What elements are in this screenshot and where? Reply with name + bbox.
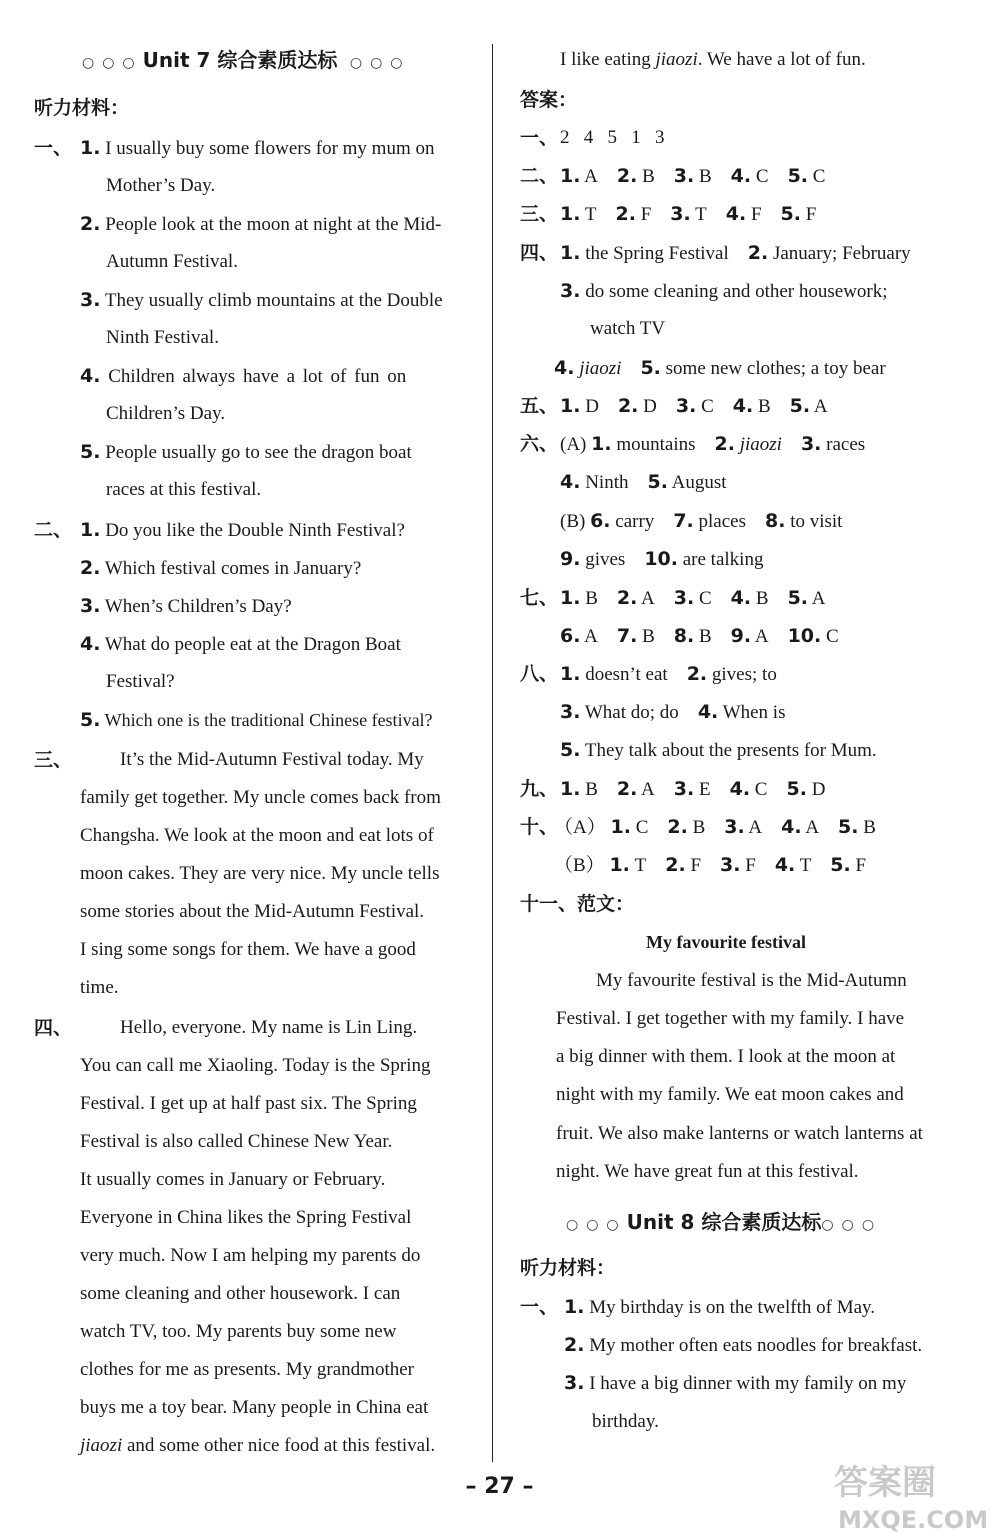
list-item: 3. I have a big dinner with my family on my <box>564 1372 907 1394</box>
decor-dots-right: ○○○ <box>337 55 411 71</box>
list-item: 1. I usually buy some flowers for my mum on <box>80 137 435 159</box>
listening-heading: 听力材料： <box>34 97 130 119</box>
paragraph-line: very much. Now I am helping my parents do <box>80 1245 421 1266</box>
section-label: 六、 <box>520 433 559 455</box>
paragraph-line: I sing some songs for them. We have a good <box>80 939 416 960</box>
answer-row: 4. jiaozi 5. some new clothes; a toy bear <box>554 357 886 379</box>
answer-row: （B） 1. T 2. F 3. F 4. T 5. F <box>554 854 867 876</box>
watermark-text-top: 答案圈 <box>834 1463 936 1503</box>
answer-row: 6. A 7. B 8. B 9. A 10. C <box>560 625 839 647</box>
column-divider <box>492 44 493 1462</box>
answer-row: 3. What do; do 4. When is <box>560 701 786 723</box>
section-label: 一、 <box>34 137 73 159</box>
page-number: – 27 – <box>465 1474 534 1499</box>
decor-dots-left: ○○○ <box>566 1217 627 1233</box>
paragraph-line: time. <box>80 977 119 998</box>
answer-row: (A) 1. mountains 2. jiaozi 3. races <box>560 433 866 455</box>
answer-row: 5. They talk about the presents for Mum. <box>560 739 877 761</box>
paragraph-line: some cleaning and other housework. I can <box>80 1283 401 1304</box>
list-item-cont: Ninth Festival. <box>106 327 219 348</box>
listening-heading: 听力材料： <box>520 1257 616 1279</box>
list-item: 5. People usually go to see the dragon boat <box>80 441 412 463</box>
list-item: 2. My mother often eats noodles for breakfast. <box>564 1334 923 1356</box>
paragraph-line: Festival. I get up at half past six. The Spring <box>80 1093 417 1114</box>
paragraph-line: Festival. I get together with my family. I have <box>556 1008 905 1029</box>
list-item: 1. My birthday is on the twelfth of May. <box>564 1296 876 1318</box>
answer-row: 1. doesn’t eat 2. gives; to <box>560 663 777 685</box>
paragraph-line: My favourite festival is the Mid-Autumn <box>596 970 907 991</box>
section-label: 八、 <box>520 663 559 685</box>
unit7-title: Unit 7 综合素质达标 <box>142 48 338 72</box>
section-label: 三、 <box>34 749 73 771</box>
list-item-cont: races at this festival. <box>106 479 262 500</box>
section-label: 九、 <box>520 778 559 800</box>
answer-row: 1. A 2. B 3. B 4. C 5. C <box>560 165 826 187</box>
answer-row: 1. D 2. D 3. C 4. B 5. A <box>560 395 828 417</box>
unit8-title: Unit 8 综合素质达标 <box>626 1210 822 1234</box>
answer-row: 1. the Spring Festival 2. January; February <box>560 242 911 264</box>
list-item: 1. Do you like the Double Ninth Festival? <box>80 519 405 541</box>
list-item: 3. When’s Children’s Day? <box>80 595 292 617</box>
paragraph-line: Festival is also called Chinese New Year. <box>80 1131 393 1152</box>
section-label: 四、 <box>520 242 559 264</box>
paragraph-line: You can call me Xiaoling. Today is the Spring <box>80 1055 431 1076</box>
paragraph-line: Everyone in China likes the Spring Festival <box>80 1207 412 1228</box>
answer-row: 3. do some cleaning and other housework; <box>560 280 888 302</box>
section-label: 二、 <box>520 165 559 187</box>
list-item: 5. Which one is the traditional Chinese festival? <box>80 709 433 731</box>
paragraph-line: night with my family. We eat moon cakes and <box>556 1084 904 1105</box>
watermark-text-bottom: MXQE.COM <box>838 1506 989 1534</box>
section-label: 五、 <box>520 395 559 417</box>
section-label: 二、 <box>34 519 73 541</box>
section-label: 十一、范文： <box>520 893 635 915</box>
answer-row: 1. B 2. A 3. C 4. B 5. A <box>560 587 826 609</box>
paragraph-line: It’s the Mid-Autumn Festival today. My <box>120 749 424 770</box>
section-label: 四、 <box>34 1017 73 1039</box>
list-item: 2. People look at the moon at night at the Mid- <box>80 213 442 235</box>
section-label: 十、 <box>520 816 559 838</box>
answer-row: 2 4 5 1 3 <box>560 127 665 148</box>
paragraph-line: buys me a toy bear. Many people in China eat <box>80 1397 429 1418</box>
paragraph-line: moon cakes. They are very nice. My uncle tells <box>80 863 440 884</box>
paragraph-line: fruit. We also make lanterns or watch lanterns at <box>556 1123 923 1144</box>
answer-row: （A） 1. C 2. B 3. A 4. A 5. B <box>554 816 876 838</box>
list-item-cont: Autumn Festival. <box>106 251 238 272</box>
list-item-cont: Festival? <box>106 671 175 692</box>
paragraph-line: night. We have great fun at this festival. <box>556 1161 859 1182</box>
paragraph-line: It usually comes in January or February. <box>80 1169 386 1190</box>
essay-title: My favourite festival <box>646 932 806 952</box>
answer-row-cont: watch TV <box>590 318 666 339</box>
list-item-cont: Mother’s Day. <box>106 175 216 196</box>
answer-row: 4. Ninth 5. August <box>560 471 727 493</box>
answer-row: (B) 6. carry 7. places 8. to visit <box>560 510 843 532</box>
list-item: 2. Which festival comes in January? <box>80 557 362 579</box>
paragraph-line: a big dinner with them. I look at the moon at <box>556 1046 896 1067</box>
answer-row: 1. T 2. F 3. T 4. F 5. F <box>560 203 817 225</box>
paragraph-line: watch TV, too. My parents buy some new <box>80 1321 397 1342</box>
paragraph-line: some stories about the Mid-Autumn Festival. <box>80 901 425 922</box>
list-item: 3. They usually climb mountains at the Double <box>80 289 443 311</box>
list-item-cont: birthday. <box>592 1411 659 1432</box>
section-label: 三、 <box>520 203 559 225</box>
list-item: 4. Children always have a lot of fun on <box>80 365 407 387</box>
unit8-title-row <box>566 1210 882 1237</box>
answers-heading: 答案： <box>520 89 578 111</box>
list-item: 4. What do people eat at the Dragon Boat <box>80 633 401 655</box>
paragraph-line: clothes for me as presents. My grandmother <box>80 1359 414 1380</box>
decor-dots-right: ○○○ <box>821 1217 883 1233</box>
unit7-title-row <box>82 48 411 75</box>
paragraph-line: family get together. My uncle comes back from <box>80 787 441 808</box>
section-label: 七、 <box>520 587 559 609</box>
paragraph-line: Hello, everyone. My name is Lin Ling. <box>120 1017 418 1038</box>
section-label: 一、 <box>520 1296 559 1318</box>
list-item-cont: Children’s Day. <box>106 403 226 424</box>
continued-line: I like eating jiaozi. We have a lot of fun. <box>560 49 866 70</box>
answer-row: 9. gives 10. are talking <box>560 548 764 570</box>
paragraph-line: Changsha. We look at the moon and eat lots of <box>80 825 434 846</box>
section-label: 一、 <box>520 127 559 149</box>
answer-row: 1. B 2. A 3. E 4. C 5. D <box>560 778 826 800</box>
decor-dots-left: ○○○ <box>82 55 143 71</box>
watermark-logo <box>820 1454 990 1534</box>
paragraph-line: jiaozi and some other nice food at this festival. <box>80 1435 436 1456</box>
